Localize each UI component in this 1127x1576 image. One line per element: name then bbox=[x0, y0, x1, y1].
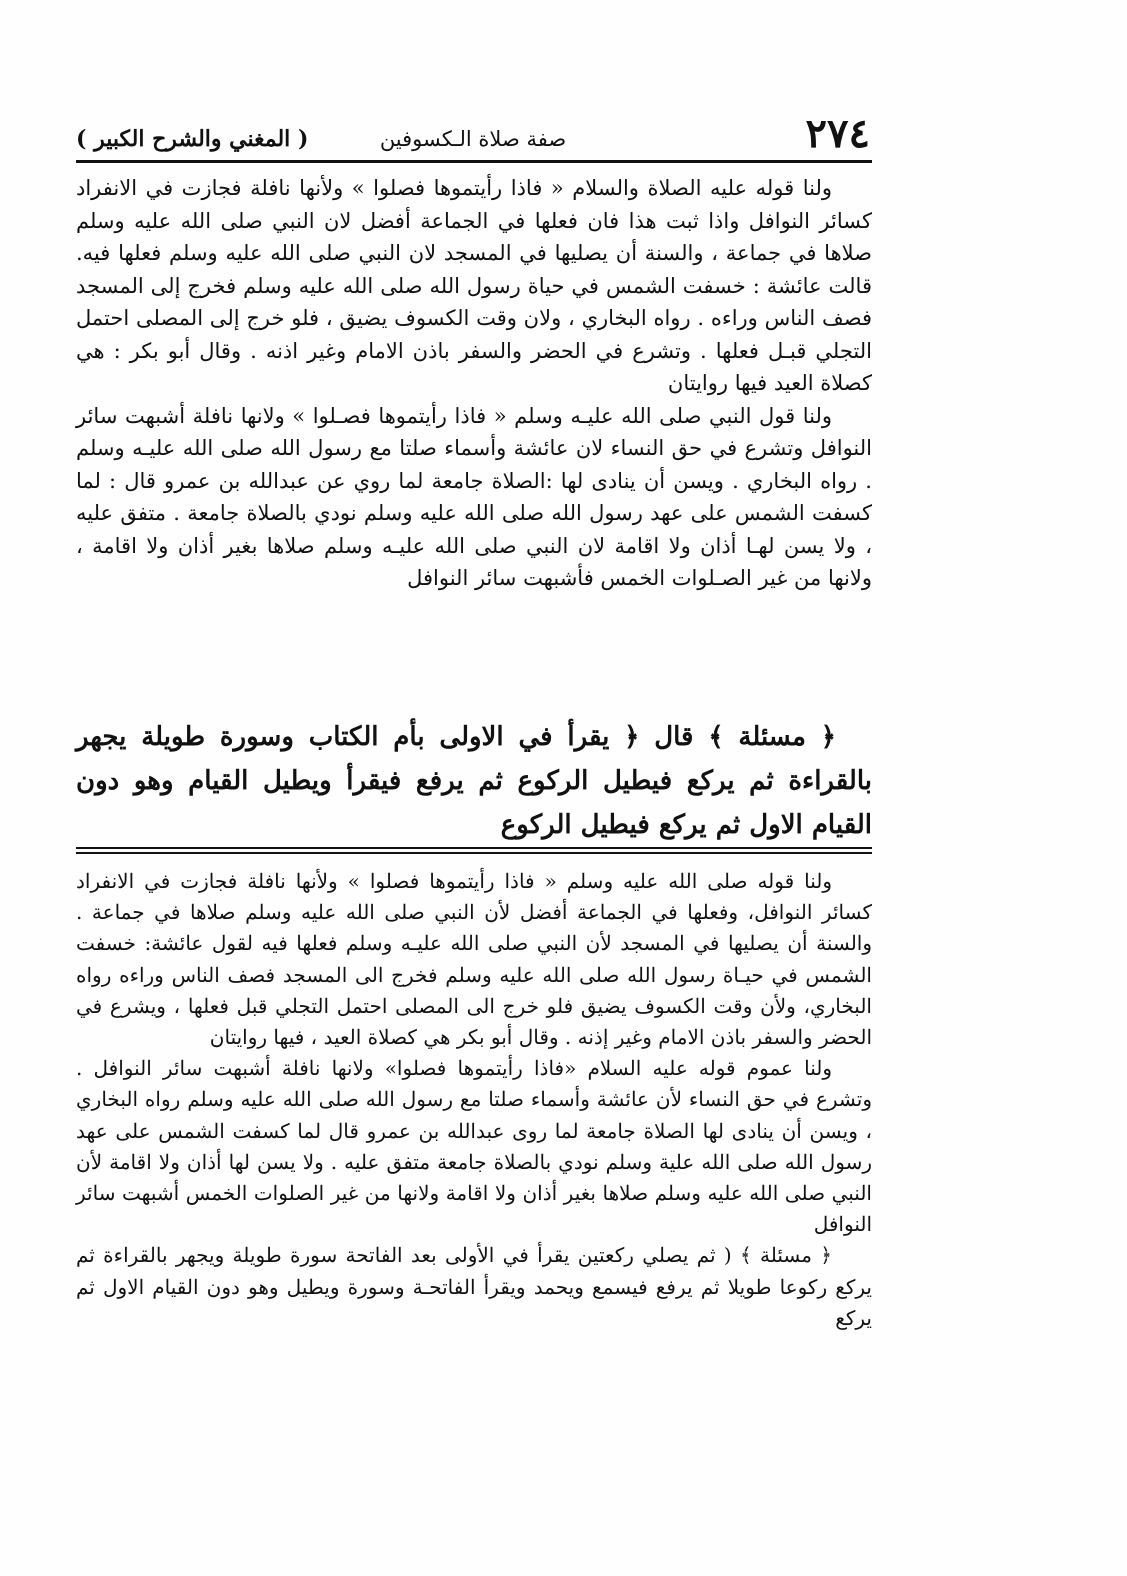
running-title: صفة صلاة الـكسوفين bbox=[379, 127, 567, 151]
upper-paragraph-1: ولنا قوله عليه الصلاة والسلام « فاذا رأيتموها فصلوا » ولأنها نافلة فجازت في الانفراد كسائر النوافل واذا ثبت هذا فان فعلها في الجماعة أفضل لان النبي صلى الله عليه وسلم صلاها في جماعة ، والسنة أن يصليها في المسجد لان النبي صلى الله عليه وسلم فعلها فيه. قالت عائشة : خسفت الشمس في حياة رسول الله صلى الله عليه وسلم فخرج إلى المسجد فصف الناس وراءه . رواه البخاري ، ولان وقت الكسوف يضيق ، فلو خرج إلى المصلى احتمل التجلي قبـل فعلها . وتشرع في الحضر والسفر باذن الامام وغير اذنه . وقال أبو بكر : هي كصلاة العيد فيها روايتان bbox=[76, 176, 872, 395]
section-divider-bottom-line bbox=[76, 852, 872, 854]
header-rule bbox=[76, 160, 872, 163]
masala-text: ﴿ مسئلة ﴾ قال ﴿ يقرأ في الاولى بأم الكتاب وسورة طويلة يجهر بالقراءة ثم يركع فيطيل الركوع ثم يرفع فيقرأ ويطيل القيام وهو دون القيام الاول ثم يركع فيطيل الركوع bbox=[76, 722, 872, 840]
upper-paragraph-2: ولنا قول النبي صلى الله عليـه وسلم « فاذا رأيتموها فصـلوا » ولانها نافلة أشبهت سائر النوافل وتشرع في حق النساء لان عائشة وأسماء صلتا مع رسول الله صلى الله عليـه وسلم . رواه البخاري . ويسن أن ينادى لها :الصلاة جامعة لما روي عن عبدالله بن عمرو قال : لما كسفت الشمس على عهد رسول الله صلى الله عليه وسلم نودي بالصلاة جامعة . متفق عليه ، ولا يسن لهـا أذان ولا اقامة لان النبي صلى الله عليـه وسلم صلاها بغير أذان ولا اقامة ، ولانها من غير الصـلوات الخمس فأشبهت سائر النوافل bbox=[76, 403, 872, 590]
section-divider-top-line bbox=[76, 847, 872, 849]
page-number: ٢٧٤ bbox=[805, 110, 870, 157]
commentary-section bbox=[76, 866, 872, 1334]
book-title: ( المغني والشرح الكبير ) bbox=[76, 126, 309, 152]
upper-text-section bbox=[76, 172, 872, 595]
commentary-paragraph-3: ﴿ مسئلة ﴾ ( ثم يصلي ركعتين يقرأ في الأولى بعد الفاتحة سورة طويلة ويجهر بالقراءة ثم يركع ركوعا طويلا ثم يرفع فيسمع ويحمد ويقرأ الفاتحـة وسورة ويطيل وهو دون القيام الاول ثم يركع bbox=[76, 1243, 872, 1330]
commentary-paragraph-1: ولنا قوله صلى الله عليه وسلم « فاذا رأيتموها فصلوا » ولأنها نافلة فجازت في الانفراد كسائر النوافل، وفعلها في الجماعة أفضل لأن النبي صلى الله عليه وسلم صلاها في جماعة . والسنة أن يصليها في المسجد لأن النبي صلى الله عليـه وسلم فعلها فيه لقول عائشة: خسفت الشمس في حيـاة رسول الله صلى الله عليه وسلم فخرج الى المسجد فصف الناس وراءه رواه البخاري، ولأن وقت الكسوف يضيق فلو خرج الى المصلى احتمل التجلي قبل فعلها ، ويشرع في الحضر والسفر باذن الامام وغير إذنه . وقال أبو بكر هي كصلاة العيد ، فيها روايتان bbox=[76, 869, 873, 1050]
commentary-paragraph-2: ولنا عموم قوله عليه السلام «فاذا رأيتموها فصلوا» ولانها نافلة أشبهت سائر النوافل . وتشرع في حق النساء لأن عائشة وأسماء صلتا مع رسول الله صلى الله عليه وسلم رواه البخاري ، ويسن أن ينادى لها الصلاة جامعة لما روى عبدالله بن عمرو قال لما كسفت الشمس على عهد رسول الله صلى الله علية وسلم نودي بالصلاة جامعة متفق عليه . ولا يسن لها أذان ولا اقامة لأن النبي صلى الله عليه وسلم صلاها بغير أذان ولا اقامة ولانها من غير الصلوات الخمس أشبهت سائر النوافل bbox=[76, 1056, 872, 1237]
page-header bbox=[76, 112, 870, 160]
masala-section bbox=[76, 715, 872, 847]
